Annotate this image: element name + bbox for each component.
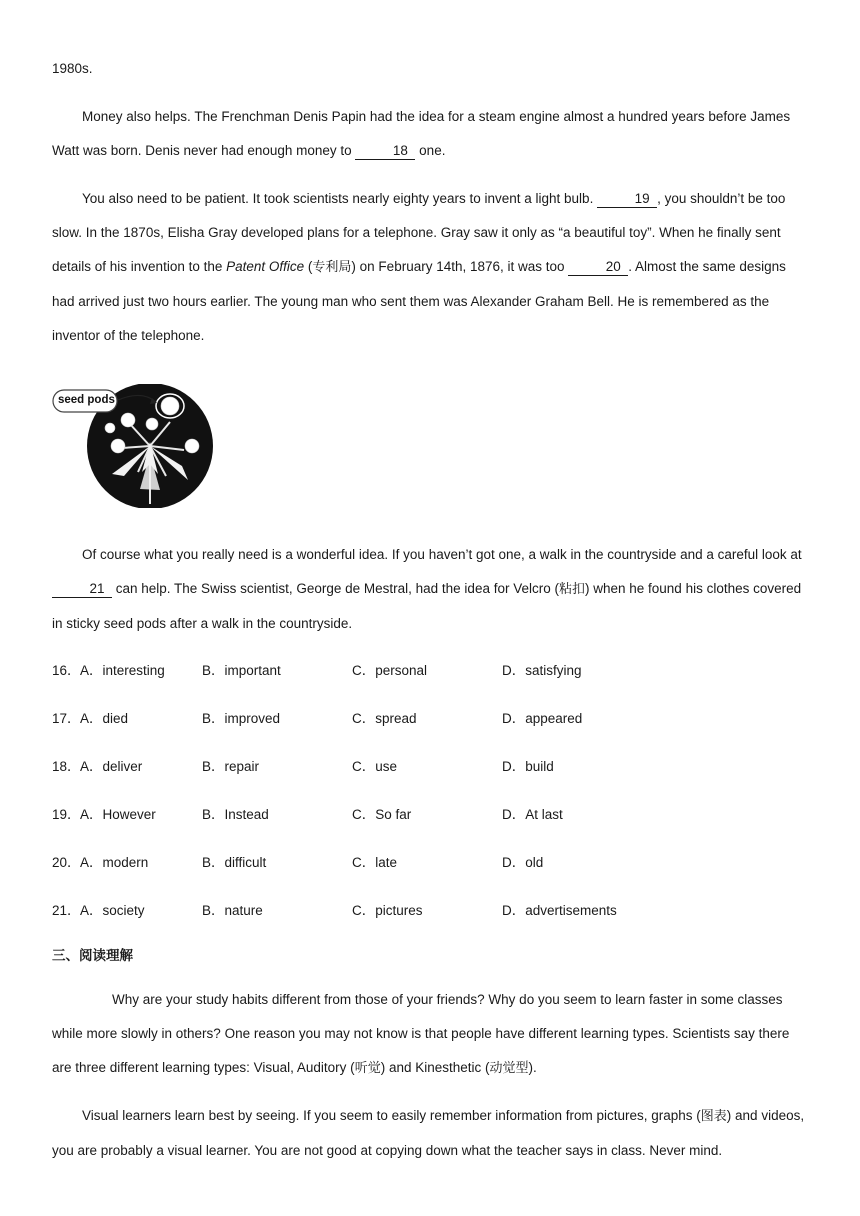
seed-pods-illustration [52,384,222,508]
paragraph-patience [52,182,812,353]
section-heading: 三、阅读理解 [52,948,133,964]
paragraph-learning-types [52,983,812,1086]
option-d: D．advertisements [502,903,617,918]
option-d: D．build [502,759,554,774]
question-row-21 [52,901,812,921]
option-a: A．modern [80,855,149,870]
question-number: 19． [52,807,81,822]
question-number: 21． [52,903,81,918]
question-number: 17． [52,711,81,726]
paragraph-visual-learners [52,1099,812,1168]
option-d: D．At last [502,807,563,822]
option-a: A．died [80,711,129,726]
option-c: C．So far [352,807,412,822]
text-run: one. [415,143,446,158]
option-a: A．deliver [80,759,143,774]
option-b: B．important [202,663,281,678]
answer-blank-20: 20 [568,259,628,276]
text-run: , you shouldn’t be too slow. In the 1870s, Elisha Gray developed plans for a telephone. Gray saw it only as “a beautiful toy”. When he finally sent details of his invention to the [52,191,786,274]
answer-blank-19: 19 [597,191,657,208]
option-a: A．However [80,807,156,822]
paragraph-text: 1980s. [52,61,93,76]
text-run: Visual learners learn best by seeing. If you seem to easily remember information from pictures, graphs ( [82,1108,701,1123]
chinese-gloss: 动觉型 [489,1061,529,1076]
chinese-gloss: 听觉 [354,1061,381,1076]
option-b: B．Instead [202,807,269,822]
text-run: Money also helps. The Frenchman Denis Papin had the idea for a steam engine almost a hundred years before James Watt was born. Denis never had enough money to [52,109,791,158]
paragraph-velcro [52,538,812,641]
text-run: Of course what you really need is a wonderful idea. If you haven’t got one, a walk in the countryside and a careful look at [82,547,802,562]
text-run: ) and videos, you are probably a visual learner. You are not good at copying down what the teacher says in class. Never mind. [52,1108,805,1158]
question-row-20 [52,853,812,873]
option-d: D．old [502,855,544,870]
paragraph-fragment [52,52,812,86]
chinese-gloss: 粘扣 [558,582,585,597]
option-b: B．improved [202,711,281,726]
answer-blank-21: 21 [52,581,112,598]
question-row-18 [52,757,812,777]
text-run: ) on February 14th, 1876, it was too [351,259,569,274]
text-run: ) and Kinesthetic ( [380,1060,490,1075]
answer-blank-18: 18 [355,143,415,160]
option-b: B．nature [202,903,263,918]
option-c: C．late [352,855,398,870]
text-run: You also need to be patient. It took scientists nearly eighty years to invent a light bulb. [82,191,598,206]
paragraph-papin [52,100,812,168]
option-c: C．spread [352,711,417,726]
chinese-gloss: 图表 [700,1109,727,1124]
option-b: B．difficult [202,855,267,870]
option-c: C．pictures [352,903,423,918]
chinese-gloss: 专利局 [312,260,352,275]
question-row-19 [52,805,812,825]
seed-pods-label: seed pods [58,394,115,406]
option-d: D．appeared [502,711,583,726]
text-run: can help. The Swiss scientist, George de Mestral, had the idea for Velcro ( [112,581,559,596]
question-number: 20． [52,855,81,870]
text-run: ) when he found his clothes covered in sticky seed pods after a walk in the countryside. [52,581,802,631]
text-run: ( [304,259,313,274]
option-b: B．repair [202,759,260,774]
option-c: C．personal [352,663,428,678]
option-d: D．satisfying [502,663,582,678]
option-a: A．society [80,903,145,918]
text-run: ). [528,1060,537,1075]
option-a: A．interesting [80,663,165,678]
option-c: C．use [352,759,398,774]
question-row-17 [52,709,812,729]
question-number: 16． [52,663,81,678]
question-row-16 [52,661,812,681]
text-run: Why are your study habits different from those of your friends? Why do you seem to learn faster in some classes while more slowly in others? One reason you may not know is that people have different learning types. Scientists say there are three different learning types: Visual, Auditory ( [52,992,790,1075]
italic-term: Patent Office [226,259,305,274]
question-number: 18． [52,759,81,774]
text-run: . Almost the same designs had arrived just two hours earlier. The young man who sent them was Alexander Graham Bell. He is remembered as the inventor of the telephone. [52,259,786,343]
